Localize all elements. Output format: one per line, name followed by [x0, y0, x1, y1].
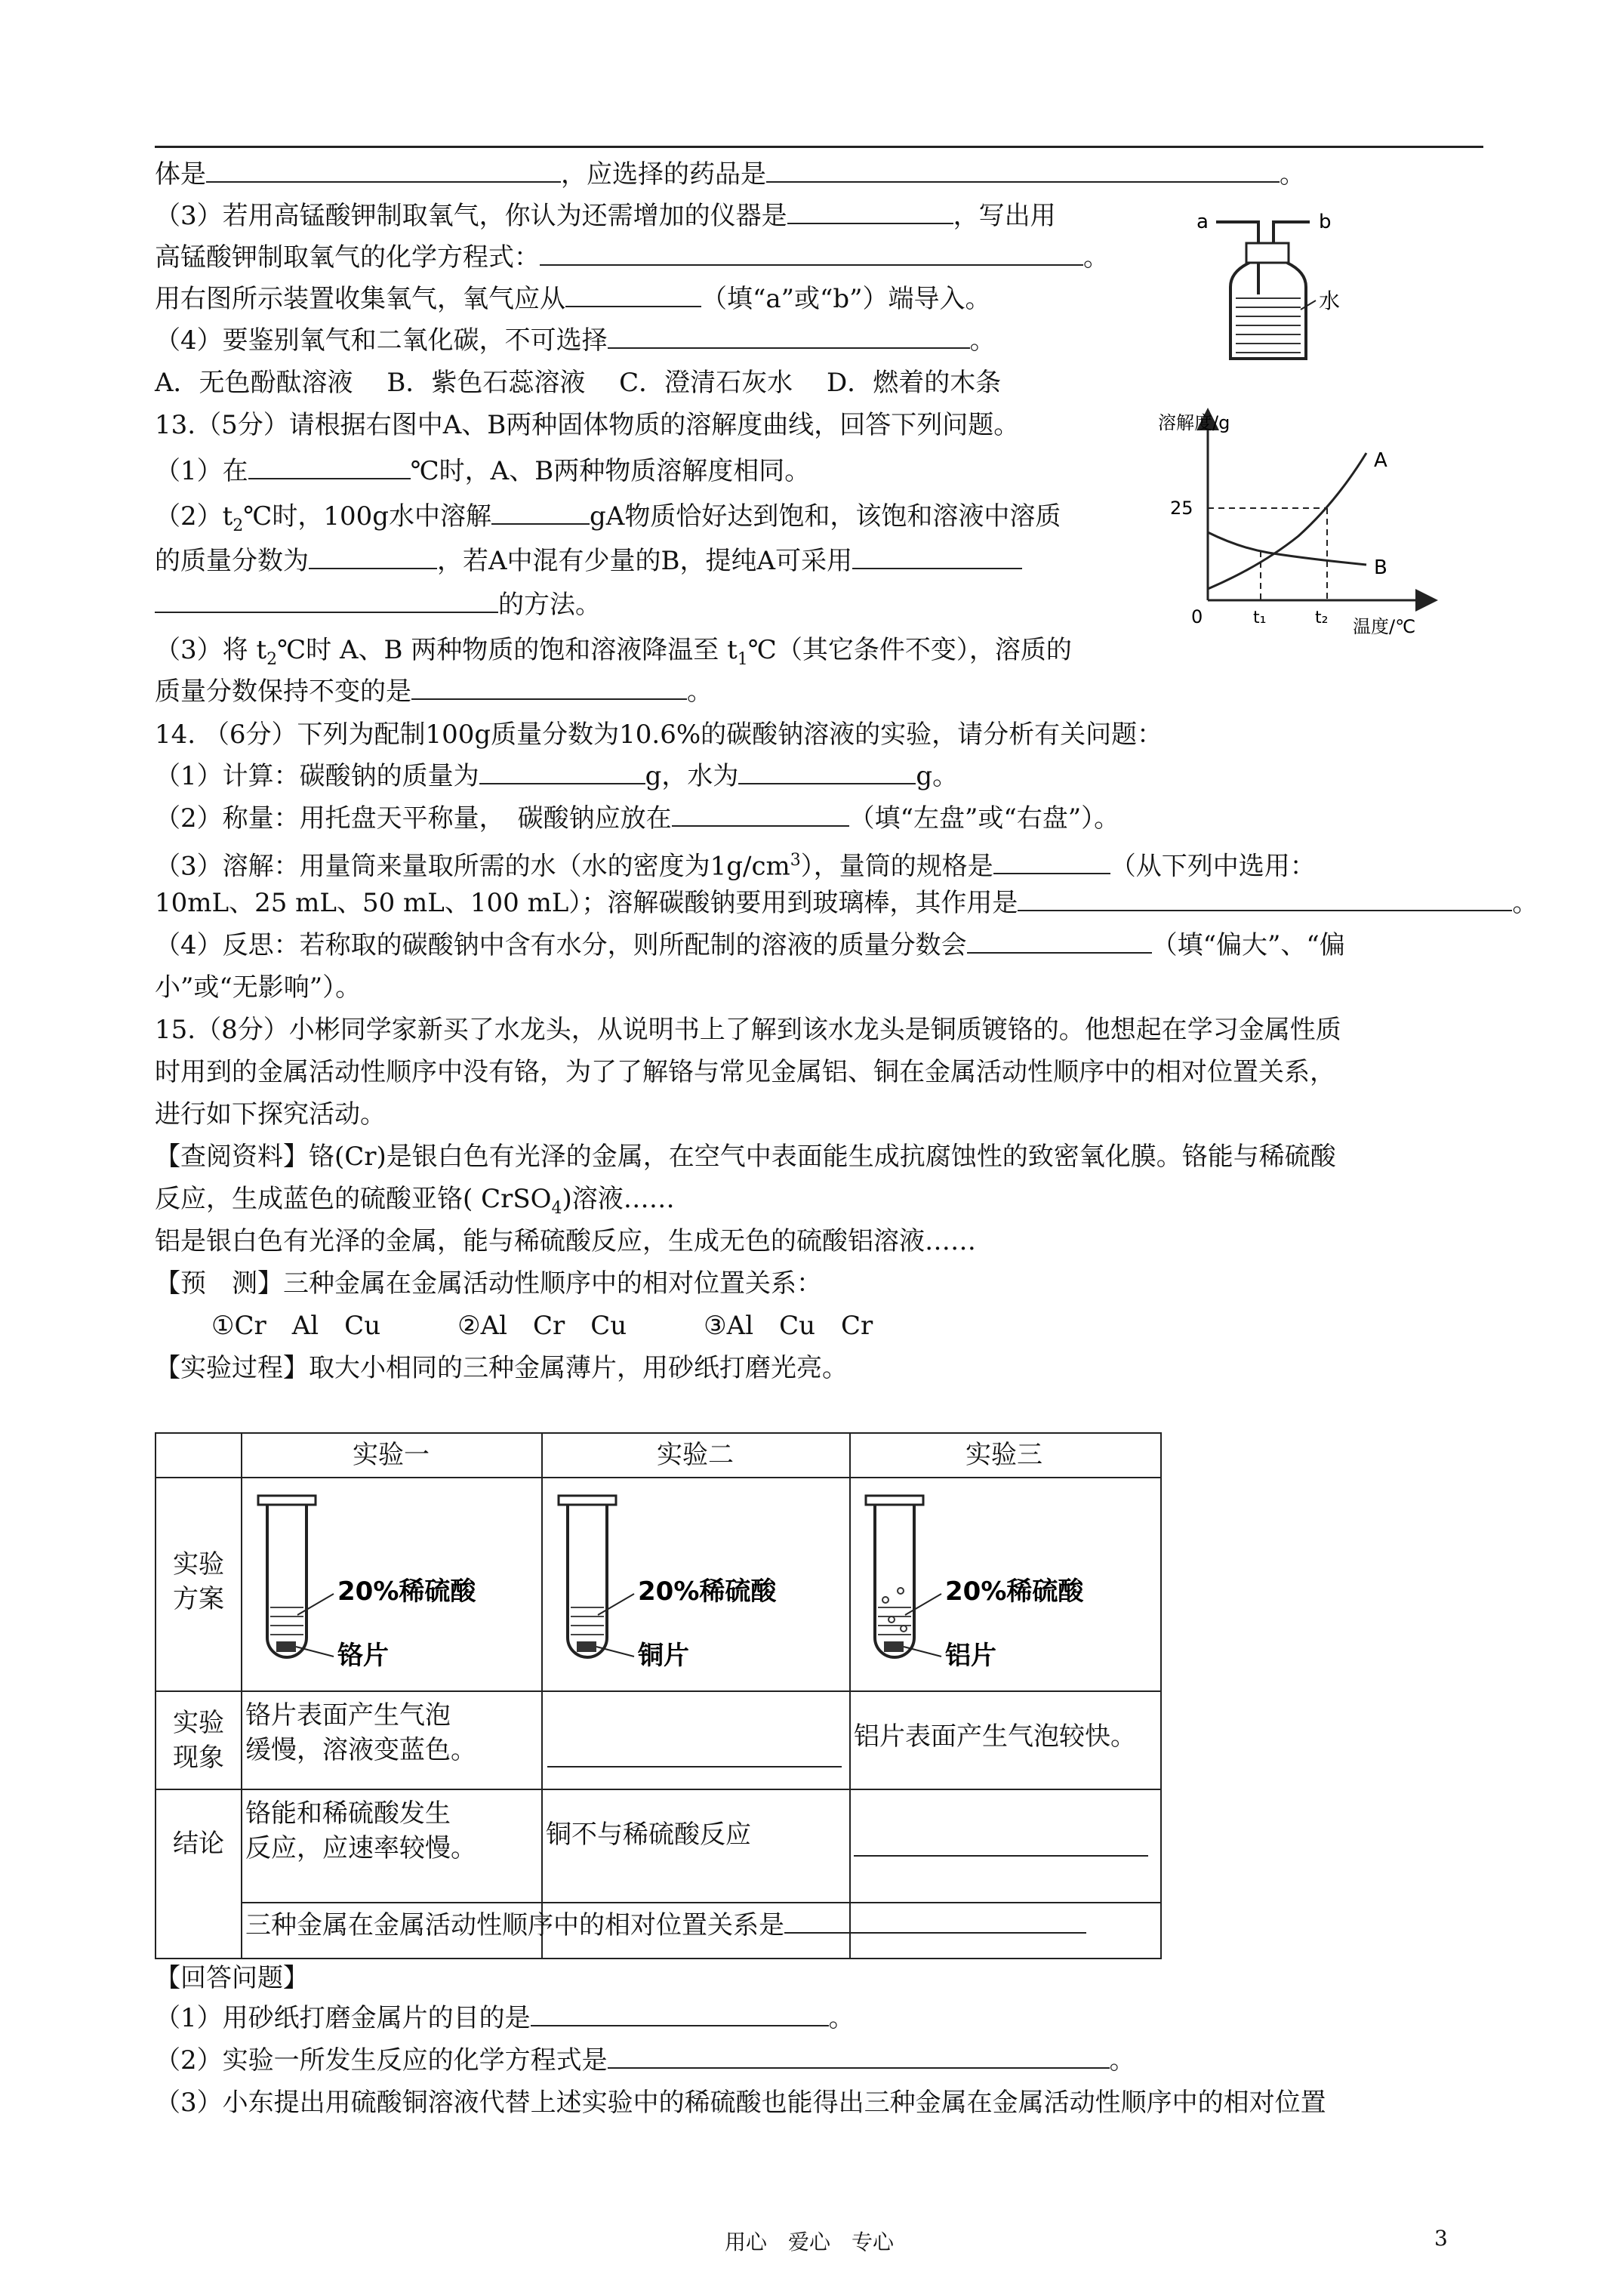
text: ），量筒的规格是: [800, 851, 993, 882]
series-A-label: A: [1374, 449, 1387, 472]
q13-part2-line3: [155, 587, 601, 622]
q14-part3-line1: [155, 843, 1316, 883]
answer-blank: [1018, 887, 1512, 911]
answer-blank: [565, 283, 701, 307]
text: 。: [1512, 888, 1538, 918]
text: 高锰酸钾制取氧气的化学方程式：: [155, 242, 540, 273]
answer-blank: [531, 2002, 829, 2026]
footer-motto: 用心 爱心 专心: [725, 2230, 895, 2254]
text: （2）t: [155, 501, 233, 532]
text: 体是: [155, 159, 206, 190]
series-A-curve: [1208, 453, 1366, 589]
answer-blank: [967, 929, 1152, 954]
q3-line-3: [155, 282, 991, 316]
metal-label: 铜片: [638, 1641, 689, 1671]
reference-line-2: [155, 1182, 675, 1226]
prediction-options: ①Cr Al Cu ②Al Cr Cu ③Al Cu Cr: [211, 1311, 873, 1341]
header-exp-3: 实验三: [965, 1440, 1042, 1470]
test-tube-chromium: [251, 1487, 530, 1683]
q14-part4-line2: 小”或“无影响”）。: [155, 972, 362, 1003]
answer-blank: [608, 2045, 1110, 2069]
text: （填“a”或“b”）端导入。: [701, 284, 991, 314]
text: （1）在: [155, 456, 248, 486]
port-b-label: b: [1319, 211, 1332, 233]
superscript: 3: [790, 851, 801, 870]
q14-part1: [155, 759, 958, 794]
answer-blank: [309, 545, 437, 569]
q13-part1: [155, 454, 810, 488]
q14-part4-line1: [155, 928, 1345, 963]
reference-line-1: 【查阅资料】铬(Cr)是银白色有光泽的金属，在空气中表面能生成抗腐蚀性的致密氧化膜。铬能与稀硫酸: [155, 1142, 1336, 1172]
text: ℃（其它条件不变），溶质的: [747, 635, 1072, 665]
text: 三种金属在金属活动性顺序中的相对位置关系是: [245, 1910, 784, 1940]
answer-blank: [608, 325, 970, 349]
x-tick-label-t2: t₂: [1315, 609, 1329, 627]
answer-blank: [738, 760, 916, 784]
phenomenon-exp-3: 铝片表面产生气泡较快。: [854, 1721, 1136, 1752]
test-tube-aluminum: [858, 1487, 1145, 1683]
subscript: 2: [266, 649, 278, 669]
text: 。: [687, 676, 713, 707]
answer-blank: [248, 455, 411, 479]
answer-blank: [479, 760, 645, 784]
text: )溶液……: [562, 1184, 675, 1214]
test-tube-copper: [551, 1487, 838, 1683]
x-axis-label: 温度/℃: [1353, 616, 1416, 637]
text: 的质量分数为: [155, 546, 309, 576]
text: 反应，生成蓝色的硫酸亚铬( CrSO: [155, 1184, 552, 1214]
answer-blank: [787, 200, 953, 224]
q3-line-1: [155, 199, 1056, 233]
q13-stem: 13.（5分）请根据右图中A、B两种固体物质的溶解度曲线，回答下列问题。: [155, 410, 1020, 440]
port-a-label: a: [1196, 211, 1209, 233]
answer-blank: [411, 676, 687, 700]
text: g，水为: [645, 761, 739, 791]
text: 用右图所示装置收集氧气，氧气应从: [155, 284, 565, 314]
row-divider: [241, 1902, 1160, 1903]
text: 。: [828, 2003, 855, 2033]
answer-blank: [206, 159, 561, 183]
q13-part3-line1: [155, 633, 1072, 677]
conclusion-exp-3-blank: [854, 1855, 1148, 1857]
q15-line-3: 进行如下探究活动。: [155, 1099, 386, 1130]
series-B-curve: [1208, 532, 1366, 565]
q15-line-1: 15.（8分）小彬同学家新买了水龙头，从说明书上了解到该水龙头是铜质镀铬的。他想起在学习金属性质: [155, 1015, 1341, 1045]
col-divider: [241, 1434, 242, 1958]
conclusion-exp-1: 铬能和稀硫酸发生 反应，应速率较慢。: [245, 1798, 476, 1863]
row-label-phenomenon: 实验 现象: [173, 1708, 224, 1773]
text: 的方法。: [498, 590, 601, 620]
q4-options: A．无色酚酞溶液 B．紫色石蕊溶液 C．澄清石灰水 D．燃着的木条: [155, 368, 1002, 398]
solubility-curve-chart: [1155, 408, 1457, 642]
text: （3）若用高锰酸钾制取氧气，你认为还需增加的仪器是: [155, 201, 787, 231]
text: （2）实验一所发生反应的化学方程式是: [155, 2045, 608, 2076]
text: （3）溶解：用量筒来量取所需的水（水的密度为1g/cm: [155, 851, 790, 882]
acid-label: 20%稀硫酸: [337, 1576, 476, 1607]
answer-2: [155, 2043, 1135, 2078]
experiment-table: [155, 1432, 1162, 1959]
text: ℃时，100g水中溶解: [243, 501, 491, 532]
text: ℃时，A、B两种物质溶解度相同。: [410, 456, 811, 486]
answer-heading: 【回答问题】: [155, 1963, 309, 1993]
summary-row: [245, 1908, 1086, 1943]
x-tick-label-t1: t₁: [1253, 609, 1267, 627]
metal-label: 铝片: [945, 1641, 996, 1671]
q13-part2-line2: [155, 544, 1022, 578]
reference-line-3: 铝是银白色有光泽的金属，能与稀硫酸反应，生成无色的硫酸铝溶液……: [155, 1226, 976, 1256]
header-exp-2: 实验二: [657, 1440, 734, 1470]
q13-part3-line2: [155, 674, 713, 709]
answer-blank: [784, 1909, 1086, 1934]
text: （1）计算：碳酸钠的质量为: [155, 761, 479, 791]
q14-part2: [155, 801, 1119, 836]
header-rule: [155, 146, 1483, 148]
text: 。: [1280, 159, 1305, 190]
text: ℃时 A、B 两种物质的饱和溶液降温至 t: [277, 635, 738, 665]
subscript: 2: [233, 516, 244, 535]
gas-collection-bottle-figure: [1189, 204, 1347, 370]
subscript: 4: [551, 1198, 562, 1218]
y-axis-label: 溶解度/g: [1158, 412, 1230, 433]
row-divider: [156, 1690, 1160, 1692]
text: ，应选择的药品是: [561, 159, 766, 190]
y-tick-label-25: 25: [1170, 498, 1193, 519]
conclusion-exp-2: 铜不与稀硫酸反应: [546, 1820, 751, 1850]
col-divider: [541, 1434, 543, 1958]
prediction-heading: 【预 测】三种金属在金属活动性顺序中的相对位置关系：: [155, 1268, 822, 1299]
water-label: 水: [1319, 288, 1341, 313]
answer-blank: [540, 242, 1083, 266]
procedure-line: 【实验过程】取大小相同的三种金属薄片，用砂纸打磨光亮。: [155, 1353, 848, 1383]
col-divider: [849, 1434, 851, 1958]
origin-label: 0: [1191, 606, 1203, 627]
text: ，写出用: [953, 201, 1056, 231]
answer-blank: [766, 159, 1280, 183]
q4-line: [155, 323, 996, 358]
metal-label: 铬片: [337, 1641, 389, 1671]
phenomenon-exp-2-blank: [547, 1766, 842, 1767]
text: （4）反思：若称取的碳酸钠中含有水分，则所配制的溶液的质量分数会: [155, 930, 967, 960]
q3-line-2: [155, 240, 1109, 275]
text: （填“左盘”或“右盘”）。: [848, 803, 1120, 834]
text: 。: [1109, 2045, 1135, 2076]
text: （3）将 t: [155, 635, 267, 665]
q14-part3-line2: [155, 886, 1538, 920]
row-label-plan: 实验 方案: [173, 1549, 224, 1614]
q13-part2-line1: [155, 499, 1061, 544]
row-label-conclusion: 结论: [173, 1829, 224, 1859]
text: g。: [916, 761, 959, 791]
series-B-label: B: [1374, 556, 1387, 579]
text: （2）称量：用托盘天平称量， 碳酸钠应放在: [155, 803, 672, 834]
phenomenon-exp-1: 铬片表面产生气泡 缓慢，溶液变蓝色。: [245, 1700, 476, 1765]
answer-blank: [155, 589, 498, 613]
q15-line-2: 时用到的金属活动性顺序中没有铬，为了了解铬与常见金属铝、铜在金属活动性顺序中的相对位置关系，: [155, 1057, 1335, 1087]
answer-3: （3）小东提出用硫酸铜溶液代替上述实验中的稀硫酸也能得出三种金属在金属活动性顺序中的相对位置: [155, 2088, 1326, 2118]
text: （填“偏大”、“偏: [1151, 930, 1345, 960]
row-divider: [156, 1789, 1160, 1790]
text: ，若A中混有少量的B，提纯A可采用: [437, 546, 853, 576]
text: 10mL、25 mL、50 mL、100 mL）；溶解碳酸钠要用到玻璃棒，其作用是: [155, 888, 1018, 918]
acid-label: 20%稀硫酸: [945, 1576, 1084, 1607]
text: 质量分数保持不变的是: [155, 676, 411, 707]
text: 。: [969, 325, 996, 356]
page-number: 3: [1434, 2226, 1448, 2251]
header-exp-1: 实验一: [353, 1440, 430, 1470]
row-divider: [156, 1477, 1160, 1478]
text: （1）用砂纸打磨金属片的目的是: [155, 2003, 531, 2033]
answer-blank: [491, 501, 590, 525]
text: 。: [1083, 242, 1109, 273]
subscript: 1: [737, 649, 748, 669]
line-1: [155, 157, 1305, 192]
text: gA物质恰好达到饱和，该饱和溶液中溶质: [590, 501, 1061, 532]
q14-stem: 14. （6分）下列为配制100g质量分数为10.6%的碳酸钠溶液的实验，请分析有关问题：: [155, 720, 1163, 750]
text: （4）要鉴别氧气和二氧化碳，不可选择: [155, 325, 608, 356]
acid-label: 20%稀硫酸: [638, 1576, 777, 1607]
answer-1: [155, 2001, 855, 2036]
answer-blank: [852, 545, 1022, 569]
text: （从下列中选用：: [1110, 851, 1316, 882]
answer-blank: [672, 803, 849, 827]
answer-blank: [993, 850, 1110, 874]
